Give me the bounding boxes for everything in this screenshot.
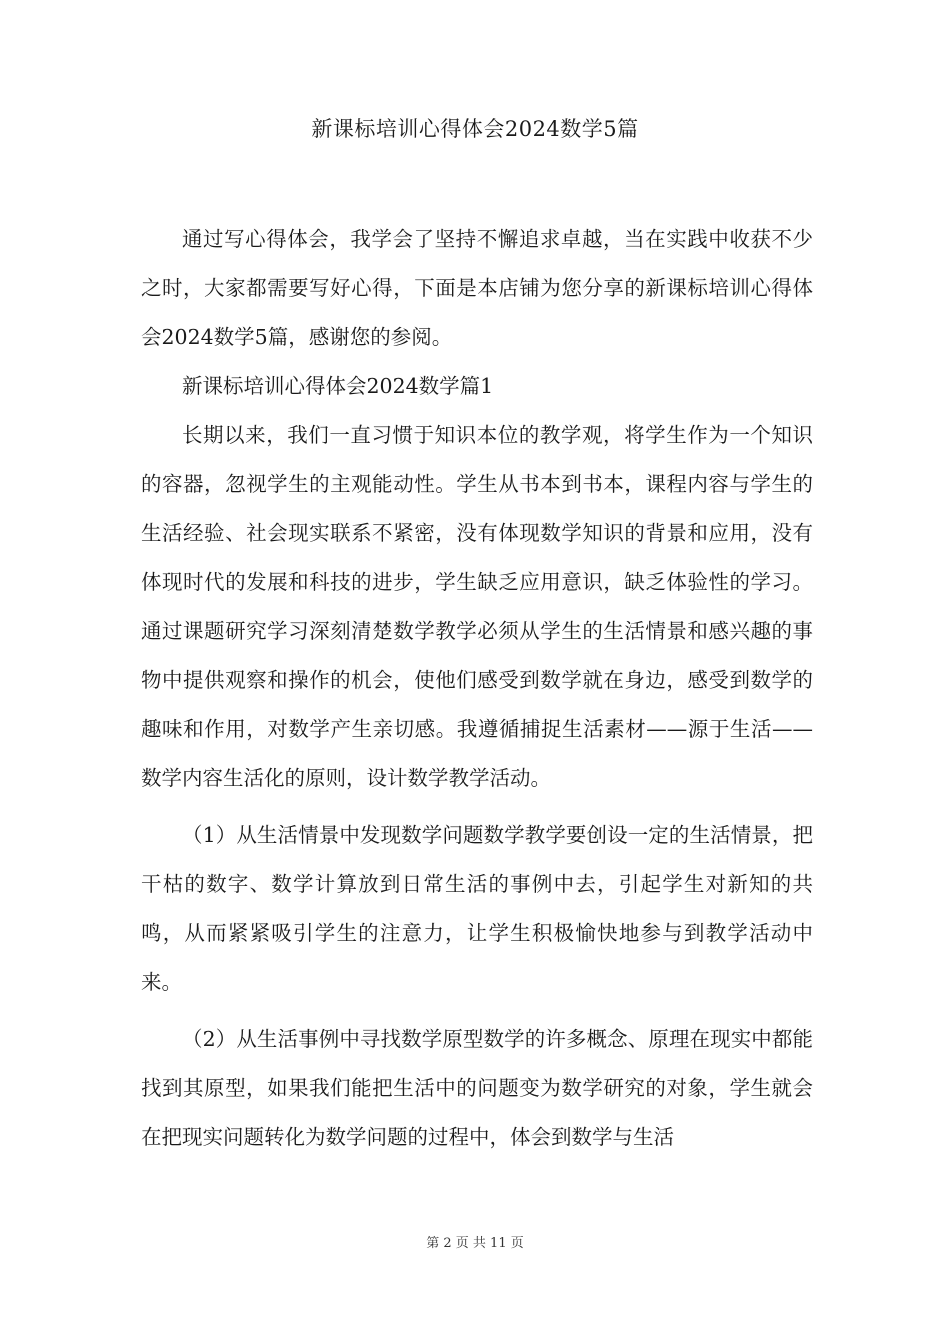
- document-title: 新课标培训心得体会2024数学5篇: [311, 117, 639, 141]
- body-paragraph: （2）从生活事例中寻找数学原型数学的许多概念、原理在现实中都能找到其原型，如果我们能把生活中的问题变为数学研究的对象，学生就会在把现实问题转化为数学问题的过程中，体会到数学与生活: [141, 1027, 813, 1149]
- body-paragraph: 长期以来，我们一直习惯于知识本位的教学观，将学生作为一个知识的容器，忽视学生的主观能动性。学生从书本到书本，课程内容与学生的生活经验、社会现实联系不紧密，没有体现数学知识的背景和应用，没有体现时代的发展和科技的进步，学生缺乏应用意识，缺乏体验性的学习。通过课题研究学习深刻清楚数学教学必须从学生的生活情景和感兴趣的事物中提供观察和操作的机会，使他们感受到数学就在身边，感受到数学的趣味和作用，对数学产生亲切感。我遵循捕捉生活素材——源于生活——数学内容生活化的原则，设计数学教学活动。: [141, 423, 813, 790]
- section-heading: 新课标培训心得体会2024数学篇1: [182, 374, 494, 398]
- document-body: [141, 215, 813, 1162]
- page-number: 第 2 页 共 11 页: [426, 1236, 524, 1251]
- intro-paragraph: 通过写心得体会，我学会了坚持不懈追求卓越，当在实践中收获不少之时，大家都需要写好心得，下面是本店铺为您分享的新课标培训心得体会2024数学5篇，感谢您的参阅。: [141, 227, 813, 349]
- body-paragraph: （1）从生活情景中发现数学问题数学教学要创设一定的生活情景，把干枯的数字、数学计算放到日常生活的事例中去，引起学生对新知的共鸣，从而紧紧吸引学生的注意力，让学生积极愉快地参与到教学活动中来。: [141, 823, 813, 994]
